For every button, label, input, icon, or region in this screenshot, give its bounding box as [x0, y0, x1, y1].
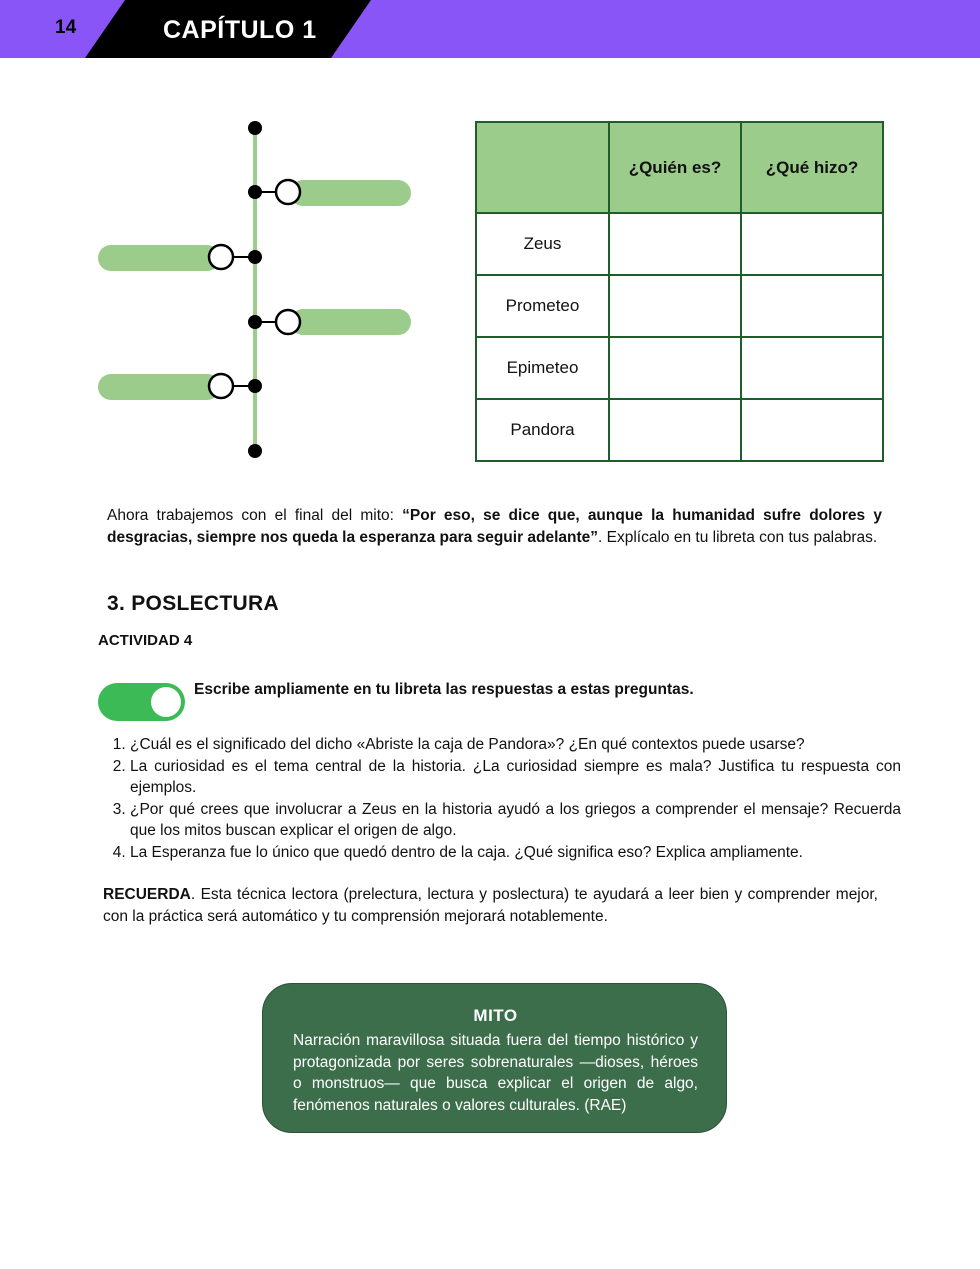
timeline-dot-1 — [248, 185, 262, 199]
list-item: 4. La Esperanza fue lo único que quedó dentro de la caja. ¿Qué significa eso? Explica ampliamente. — [130, 842, 901, 864]
table-cell-name: Prometeo — [476, 275, 609, 337]
reminder-text: . Esta técnica lectora (prelectura, lectura y poslectura) te ayudará a leer bien y comprender mejor, con la práctica será automático y tu comprensión mejorará notablemente. — [103, 886, 878, 925]
instruction-text: Escribe ampliamente en tu libreta las respuestas a estas preguntas. — [194, 681, 694, 698]
chapter-title: CAPÍTULO 1 — [163, 16, 317, 44]
reminder-label: RECUERDA — [103, 886, 191, 903]
myth-ending-paragraph — [107, 505, 882, 548]
list-item: 1. ¿Cuál es el significado del dicho «Abriste la caja de Pandora»? ¿En qué contextos puede usarse? — [130, 734, 901, 756]
timeline-node-2 — [209, 245, 233, 269]
timeline-bar-2 — [98, 245, 220, 271]
list-item: 3. ¿Por qué crees que involucrar a Zeus en la historia ayudó a los griegos a comprender el mensaje? Recuerda que los mitos buscan explicar el origen de algo. — [130, 799, 901, 842]
timeline-dot-2 — [248, 250, 262, 264]
table-cell-name: Zeus — [476, 213, 609, 275]
table-cell-who — [609, 337, 741, 399]
table-row — [476, 275, 883, 337]
characters-table — [475, 121, 884, 462]
table-cell-what — [741, 337, 883, 399]
table-cell-what — [741, 213, 883, 275]
timeline-bar-3 — [290, 309, 411, 335]
table-cell-name: Epimeteo — [476, 337, 609, 399]
paragraph-end: . Explícalo en tu libreta con tus palabras. — [598, 528, 878, 546]
definition-text: Narración maravillosa situada fuera del tiempo histórico y protagonizada por seres sobrenaturales —dioses, héroes o monstruos— que busca explicar el origen de algo, fenómenos naturales o valores culturales. (RAE) — [293, 1032, 698, 1114]
table-header-who: ¿Quién es? — [609, 122, 741, 213]
timeline-node-1 — [276, 180, 300, 204]
toggle-knob — [151, 687, 181, 717]
section-title: 3. POSLECTURA — [107, 592, 279, 615]
timeline-node-3 — [276, 310, 300, 334]
questions-list — [107, 734, 901, 863]
list-item: 2. La curiosidad es el tema central de la historia. ¿La curiosidad siempre es mala? Justifica tu respuesta con ejemplos. — [130, 756, 901, 799]
timeline-bar-1 — [290, 180, 411, 206]
paragraph-intro: Ahora trabajemos con el final del mito: — [107, 507, 403, 524]
table-row — [476, 213, 883, 275]
table-cell-what — [741, 399, 883, 461]
table-header-what: ¿Qué hizo? — [741, 122, 883, 213]
activity-title: ACTIVIDAD 4 — [98, 632, 193, 649]
table-row — [476, 337, 883, 399]
page-number: 14 — [55, 17, 77, 38]
table-cell-what — [741, 275, 883, 337]
timeline-bar-4 — [98, 374, 220, 400]
table-cell-who — [609, 213, 741, 275]
timeline-dot-3 — [248, 315, 262, 329]
table-cell-who — [609, 275, 741, 337]
timeline-dot-4 — [248, 379, 262, 393]
paragraph-quote: “Por eso, se dice que, aunque la humanidad sufre dolores y desgracias, siempre nos queda la esperanza para seguir adelante” — [107, 507, 882, 546]
definition-title: MITO — [473, 1006, 518, 1025]
table-cell-name: Pandora — [476, 399, 609, 461]
reminder-paragraph — [103, 884, 878, 927]
table-row — [476, 399, 883, 461]
table-header-empty — [476, 122, 609, 213]
table-header-row — [476, 122, 883, 213]
timeline-dot-top — [248, 121, 262, 135]
definition-box — [262, 983, 727, 1133]
table-cell-who — [609, 399, 741, 461]
timeline-node-4 — [209, 374, 233, 398]
toggle-switch[interactable] — [98, 683, 185, 721]
timeline-dot-bottom — [248, 444, 262, 458]
